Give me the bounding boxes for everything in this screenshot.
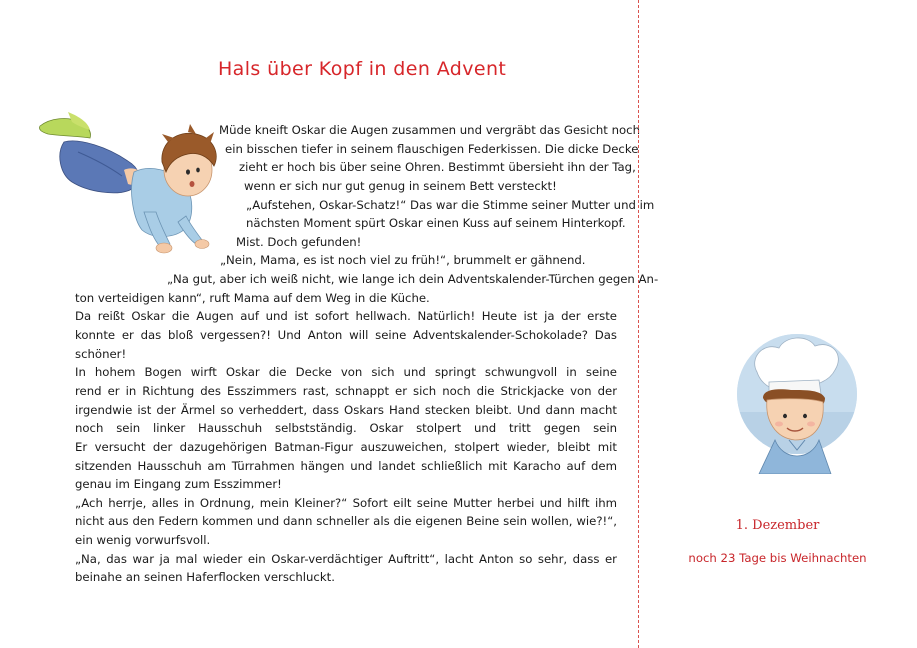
- story-line: zieht er hoch bis über seine Ohren. Bestimmt übersieht ihn der Tag,: [239, 160, 636, 175]
- christmas-countdown: noch 23 Tage bis Weihnachten: [688, 551, 867, 565]
- story-line: „Ach herrje, alles in Ordnung, mein Kleiner?“ Sofort eilt seine Mutter herbei und hilft ihm: [75, 495, 617, 510]
- story-line: „Na gut, aber ich weiß nicht, wie lange ich dein Adventskalender-Türchen gegen An-: [167, 272, 659, 287]
- story-line: Müde kneift Oskar die Augen zusammen und vergräbt das Gesicht noch: [219, 123, 641, 137]
- story-line: ein bisschen tiefer in seinem flauschigen Federkissen. Die dicke Decke: [225, 141, 639, 156]
- story-line: konnte er das bloß vergessen?! Und Anton will seine Adventskalender-Schokolade? Das: [75, 328, 617, 343]
- story-line: „Na, das war ja mal wieder ein Oskar-verdächtiger Auftritt“, lacht Anton so sehr, dass er: [75, 551, 617, 566]
- story-line: „Aufstehen, Oskar-Schatz!“ Das war die Stimme seiner Mutter und im: [246, 197, 655, 212]
- story-line: Mist. Doch gefunden!: [236, 234, 362, 249]
- story-line: „Nein, Mama, es ist noch viel zu früh!“, brummelt er gähnend.: [220, 253, 586, 268]
- story-line: ein wenig vorwurfsvoll.: [75, 533, 211, 548]
- story-line: nicht aus den Federn kommen und dann schneller als die eigenen Beine sein wollen, wie?!“,: [75, 514, 617, 529]
- story-line: rend er in Richtung des Esszimmers rast, schnappt er sich noch die Strickjacke von der: [75, 383, 617, 398]
- story-line: beinahe an seinen Haferflocken verschluckt.: [75, 570, 335, 585]
- story-line: Er versucht der dazugehörigen Batman-Figur auszuweichen, stolpert wieder, bleibt mit: [75, 439, 617, 454]
- story-line: wenn er sich nur gut genug in seinem Bett versteckt!: [244, 178, 557, 193]
- story-line: noch sein linker Hausschuh selbstständig. Oskar stolpert und tritt gegen sein: [75, 421, 617, 436]
- story-line: ton verteidigen kann“, ruft Mama auf dem Weg in die Küche.: [75, 290, 430, 305]
- story-line: Da reißt Oskar die Augen auf und ist sofort hellwach. Natürlich! Heute ist ja der erste: [75, 309, 617, 324]
- calendar-date: 1. Dezember: [735, 518, 820, 533]
- story-line: In hohem Bogen wirft Oskar die Decke von sich und springt schwungvoll in seine: [75, 365, 617, 380]
- story-line: schöner!: [75, 346, 127, 361]
- story-line: genau im Eingang zum Esszimmer!: [75, 477, 282, 492]
- story-line: nächsten Moment spürt Oskar einen Kuss auf seinem Hinterkopf.: [246, 216, 626, 231]
- boy-chef-portrait: [735, 332, 860, 474]
- story-text: [75, 121, 659, 587]
- story-title: Hals über Kopf in den Advent: [218, 58, 507, 80]
- story-line: irgendwie ist der Ärmel so verheddert, dass Oskars Hand stecken bleibt. Und dann macht: [75, 402, 617, 417]
- story-line: sitzenden Hausschuh am Türrahmen hängen und landet schließlich mit Karacho auf dem: [75, 458, 617, 473]
